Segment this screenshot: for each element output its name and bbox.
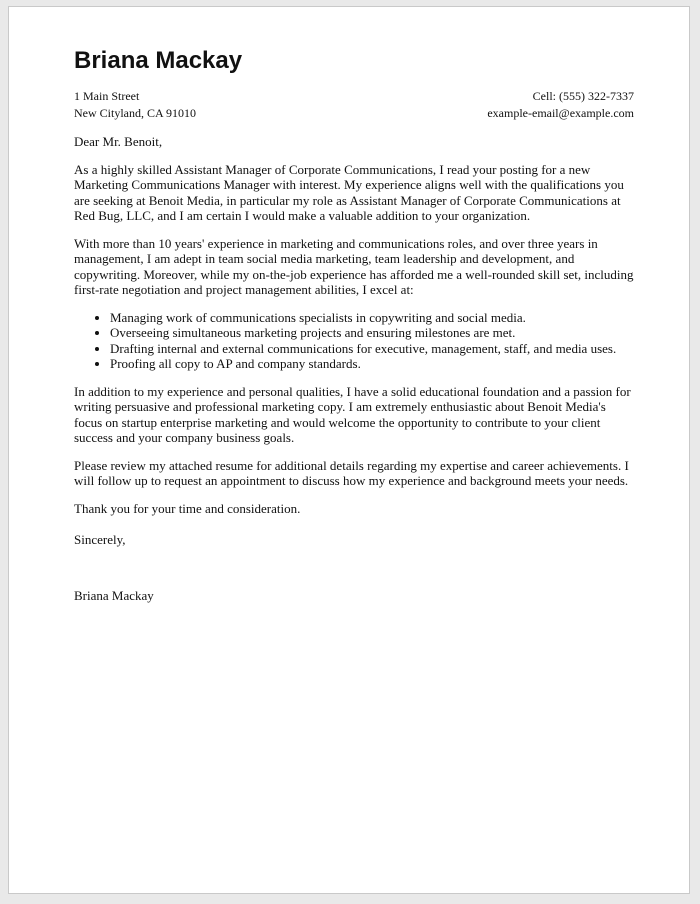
paragraph-follow-up: Please review my attached resume for additional details regarding my expertise and career achievements. I will follow up to request an appointment to discuss how my experience and background meets your needs.	[74, 457, 629, 488]
paragraph-experience: With more than 10 years' experience in marketing and communications roles, and over three years in management, I am adept in team social media marketing, team leadership and development, and copywriting. Moreover, while my on-the-job experience has afforded me a well-rounded skill set, including first-rate negotiation and project management abilities, I excel at:	[74, 235, 634, 297]
address-block	[74, 88, 196, 122]
contact-details	[487, 88, 634, 122]
list-item: • Managing work of communications specialists in copywriting and social media.	[110, 310, 634, 326]
email-address: example-email@example.com	[487, 106, 634, 120]
skills-list	[74, 310, 634, 372]
city-address: New Cityland, CA 91010	[74, 106, 196, 120]
list-item: • Proofing all copy to AP and company standards.	[110, 356, 634, 372]
street-address: 1 Main Street	[74, 89, 140, 103]
phone-number: Cell: (555) 322-7337	[532, 89, 634, 103]
paragraph-qualities: In addition to my experience and personal qualities, I have a solid educational foundation and a passion for writing persuasive and professional marketing copy. I am extremely enthusiastic about Benoit Media's focus on startup enterprise marketing and would welcome the opportunity to contribute to your client success and your company business goals.	[74, 383, 631, 445]
list-item: • Drafting internal and external communications for executive, management, staff, and media uses.	[110, 341, 634, 357]
salutation: Dear Mr. Benoit,	[74, 134, 163, 149]
signature-name: Briana Mackay	[74, 587, 154, 603]
closing: Sincerely,	[74, 532, 126, 547]
sender-name: Briana Mackay	[74, 47, 243, 74]
list-item: • Overseeing simultaneous marketing projects and ensuring milestones are met.	[110, 325, 634, 341]
paragraph-thanks: Thank you for your time and consideration.	[74, 500, 301, 516]
letter-page	[8, 6, 690, 894]
letter-content	[74, 47, 634, 603]
paragraph-intro: As a highly skilled Assistant Manager of Corporate Communications, I read your posting for a new Marketing Communications Manager with interest. My experience aligns well with the qualifications you are seeking at Benoit Media, in particular my role as Assistant Manager of Corporate Communications at Red Bug, LLC, and I am certain I would make a valuable addition to your organization.	[74, 161, 624, 223]
contact-block	[74, 88, 634, 122]
